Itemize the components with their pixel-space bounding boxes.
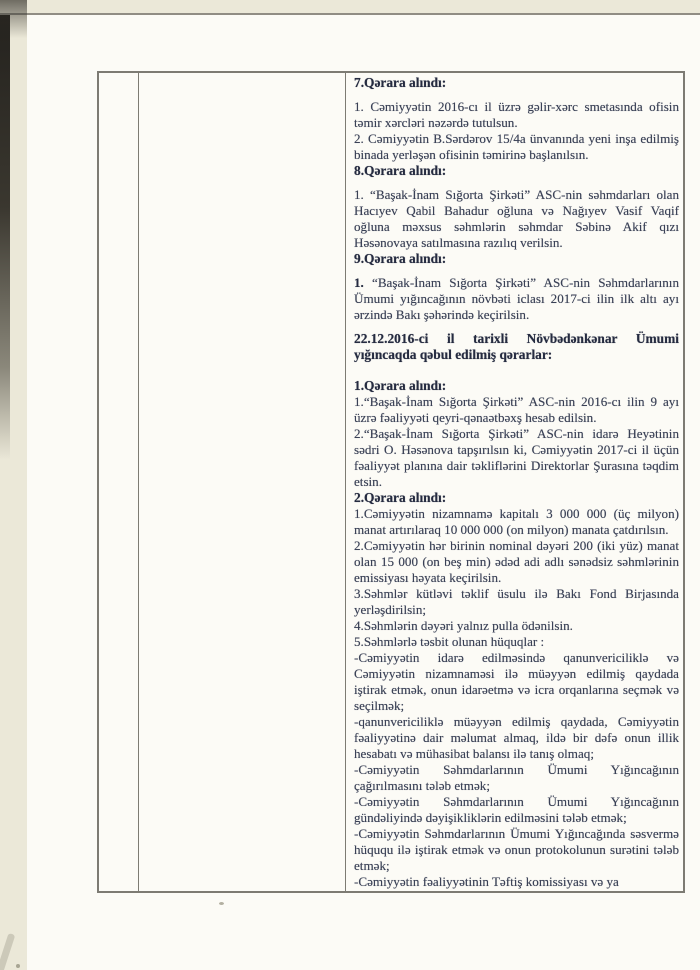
document-paragraph: 2. Cəmiyyətin B.Sərdərov 15/4a ünvanında yeni inşa edilmiş binada yerləşən ofisinin təmirinə başlanılsın.	[354, 131, 679, 162]
scan-corner-shadow	[0, 0, 27, 38]
document-heading: 22.12.2016-ci il tarixli Növbədənkənar Ümumi yığıncaqda qəbul edilmiş qərarlar:	[354, 331, 679, 362]
document-paragraph: -qanunvericiliklə müəyyən edilmiş qaydada, Cəmiyyətin fəaliyyətinə dair məlumat almaq, ildə bir dəfə onun illik hesabatı və mühasibat balansı ilə tanış olmaq;	[354, 714, 679, 761]
document-paragraph: 1.Cəmiyyətin nizamnamə kapitalı 3 000 000 (üç milyon) manat artırılaraq 10 000 000 (on milyon) manata çatdırılsın.	[354, 506, 679, 537]
decision-text-cell	[346, 73, 683, 891]
document-paragraph: -Cəmiyyətin Səhmdarlarının Ümumi Yığıncağının gündəliyində dəyişikliklərin edilməsini tələb etmək;	[354, 794, 679, 825]
document-paragraph: 5.Səhmlərlə təsbit olunan hüquqlar :	[354, 634, 545, 649]
document-paragraph: 2.Cəmiyyətin hər birinin nominal dəyəri 200 (iki yüz) manat olan 15 000 (on beş min) ədəd adi adlı sənədsiz səhmlərinin emissiyası həyata keçirilsin.	[354, 538, 679, 585]
scan-edge-left-shadow	[0, 0, 10, 460]
document-paragraph: -Cəmiyyətin Səhmdarlarının Ümumi Yığıncağının çağırılmasını tələb etmək;	[354, 762, 679, 793]
document-paragraph: 4.Səhmlərin dəyəri yalnız pulla ödənilsin.	[354, 618, 573, 633]
scan-speck	[219, 902, 224, 905]
document-heading: 1.Qərara alındı:	[354, 378, 447, 393]
document-paragraph: 3.Səhmlər kütləvi təklif üsulu ilə Bakı Fond Birjasında yerləşdirilsin;	[354, 586, 679, 617]
document-heading: 9.Qərara alındı:	[354, 251, 447, 266]
decision-table	[97, 71, 685, 893]
document-heading: 8.Qərara alındı:	[354, 163, 447, 178]
table-col-number	[99, 73, 139, 891]
scan-edge-top	[0, 0, 700, 15]
document-heading: 2.Qərara alındı:	[354, 490, 447, 505]
document-paragraph: -Cəmiyyətin fəaliyyətinin Təftiş komissiyası və ya	[354, 874, 619, 889]
document-paragraph: -Cəmiyyətin idarə edilməsində qanunvericiliklə və Cəmiyyətin nizamnaməsi ilə müəyyən edilmiş qaydada iştirak etmək, onun idarəetmə və icra orqanlarına seçmək və seçilmək;	[354, 650, 679, 713]
document-paragraph: 1. “Başak-İnam Sığorta Şirkəti” ASC-nin səhmdarları olan Hacıyev Qabil Bahadur oğluna və Nağıyev Vasif Vaqif oğluna məxsus səhmlərin səhmdar Səbinə Akif qızı Həsənovaya satılmasına razılıq verilsin.	[354, 187, 679, 250]
table-col-empty	[139, 73, 346, 891]
scan-speck	[16, 964, 20, 968]
document-paragraph: 2.“Başak-İnam Sığorta Şirkəti” ASC-nin idarə Heyətinin sədri O. Həsənova tapşırılsın ki, Cəmiyyətin 2017-ci il üçün fəaliyyət planına dair təkliflərini Direktorlar Şurasına təqdim etsin.	[354, 426, 679, 489]
document-paragraph: 1.“Başak-İnam Sığorta Şirkəti” ASC-nin 2016-cı ilin 9 ayı üzrə fəaliyyəti qeyri-qənaətbəxş hesab edilsin.	[354, 394, 679, 425]
paragraph-number-lead: 1.	[354, 275, 373, 290]
document-paragraph: 1. Cəmiyyətin 2016-cı il üzrə gəlir-xərc smetasında ofisin təmir xərcləri nəzərdə tutulsun.	[354, 99, 679, 130]
document-paragraph: -Cəmiyyətin Səhmdarlarının Ümumi Yığıncağında səsvermə hüququ ilə iştirak etmək və onun protokolunun surətini tələb etmək;	[354, 826, 679, 873]
document-paragraph: 1. “Başak-İnam Sığorta Şirkəti” ASC-nin Səhmdarlarının Ümumi yığıncağının növbəti iclası 2017-ci ilin ilk altı ayı ərzində Bakı şəhərində keçirilsin.	[354, 275, 679, 322]
document-heading: 7.Qərara alındı:	[354, 75, 447, 90]
